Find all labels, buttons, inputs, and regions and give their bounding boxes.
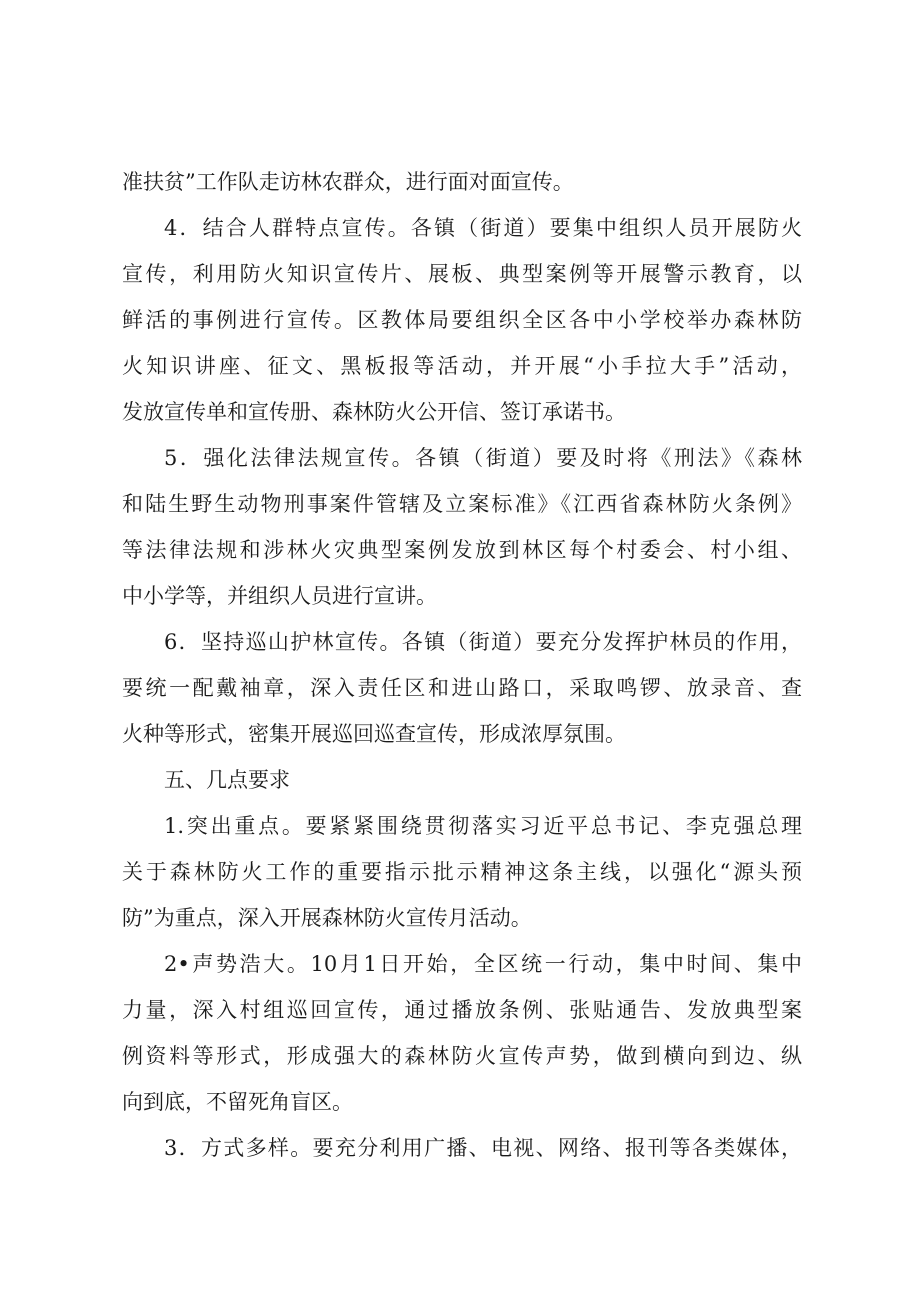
- text-line: 和陆生野生动物刑事案件管辖及立案标准》《江西省森林防火条例》: [122, 492, 802, 516]
- text-line: 力量，深入村组巡回宣传，通过播放条例、张贴通告、发放典型案: [122, 998, 802, 1022]
- text-line: 火种等形式，密集开展巡回巡查宣传，形成浓厚氛围。: [122, 722, 626, 746]
- text-line: 宣传，利用防火知识宣传片、展板、典型案例等开展警示教育，以: [122, 262, 802, 286]
- text-line: 中小学等，并组织人员进行宣讲。: [122, 584, 437, 608]
- text-line: 等法律法规和涉林火灾典型案例发放到林区每个村委会、村小组、: [122, 538, 802, 562]
- text-line: 向到底，不留死角盲区。: [122, 1090, 353, 1114]
- text-line: 发放宣传单和宣传册、森林防火公开信、签订承诺书。: [122, 400, 626, 424]
- section-heading: 五、几点要求: [164, 768, 290, 792]
- text-line: 火知识讲座、征文、黑板报等活动，并开展“小手拉大手”活动，: [122, 354, 802, 378]
- text-line: 要统一配戴袖章，深入责任区和进山路口，采取鸣锣、放录音、查: [122, 676, 802, 700]
- text-line: 准扶贫”工作队走访林农群众，进行面对面宣传。: [122, 170, 574, 194]
- text-line: 防”为重点，深入开展森林防火宣传月活动。: [122, 906, 532, 930]
- paragraph-6-title: 6．坚持巡山护林宣传。各镇（街道）要充分发挥护林员的作用，: [164, 630, 802, 654]
- requirement-1-title: 1.突出重点。要紧紧围绕贯彻落实习近平总书记、李克强总理: [164, 814, 802, 838]
- requirement-2-title: 2•声势浩大。10月1日开始，全区统一行动，集中时间、集中: [164, 952, 802, 976]
- text-line: 例资料等形式，形成强大的森林防火宣传声势，做到横向到边、纵: [122, 1044, 802, 1068]
- paragraph-5-title: 5．强化法律法规宣传。各镇（街道）要及时将《刑法》《森林: [164, 446, 802, 470]
- text-line: 关于森林防火工作的重要指示批示精神这条主线，以强化“源头预: [122, 860, 802, 884]
- text-line: 鲜活的事例进行宣传。区教体局要组织全区各中小学校举办森林防: [122, 308, 802, 332]
- paragraph-4-title: 4．结合人群特点宣传。各镇（街道）要集中组织人员开展防火: [164, 216, 802, 240]
- requirement-3-title: 3．方式多样。要充分利用广播、电视、网络、报刊等各类媒体，: [164, 1136, 802, 1160]
